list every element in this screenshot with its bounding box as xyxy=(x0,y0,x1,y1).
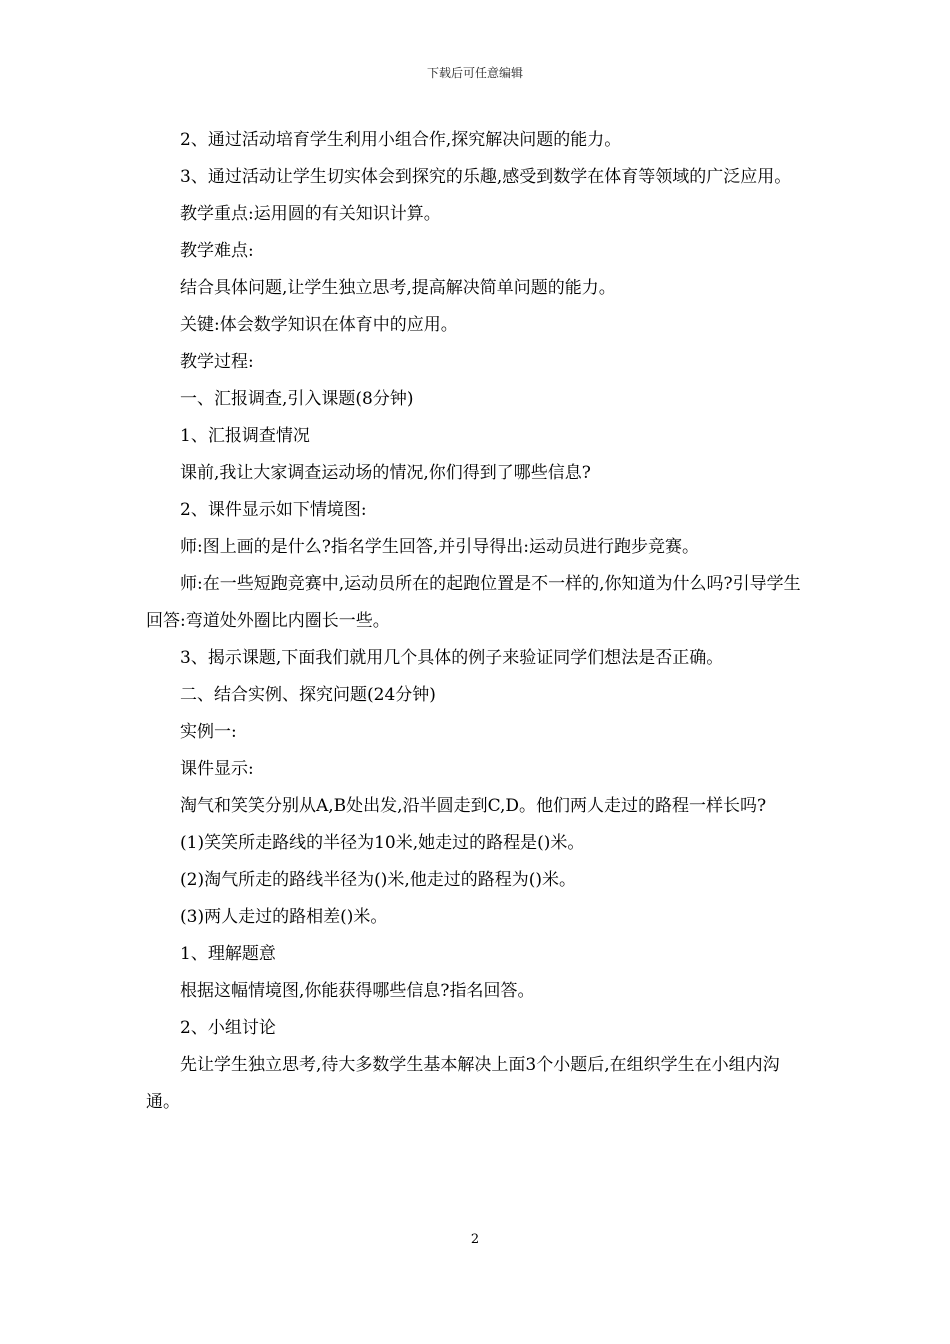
paragraph: 2、课件显示如下情境图: xyxy=(180,500,367,520)
paragraph: 3、通过活动让学生切实体会到探究的乐趣,感受到数学在体育等领域的广泛应用。 xyxy=(180,167,792,187)
page-header: 下载后可任意编辑 xyxy=(426,66,523,80)
paragraph: 课件显示: xyxy=(180,759,254,779)
paragraph: 2、小组讨论 xyxy=(180,1018,276,1038)
paragraph: 师:在一些短跑竞赛中,运动员所在的起跑位置是不一样的,你知道为什么吗?引导学生回答:弯道处外圈比内圈长一些。 xyxy=(146,574,801,631)
page-number: 2 xyxy=(470,1232,480,1247)
paragraph: 关键:体会数学知识在体育中的应用。 xyxy=(180,315,458,335)
paragraph: 淘气和笑笑分别从A,B处出发,沿半圆走到C,D。他们两人走过的路程一样长吗? xyxy=(180,796,767,816)
paragraph: 教学重点:运用圆的有关知识计算。 xyxy=(180,204,441,224)
paragraph: 实例一: xyxy=(180,722,237,742)
section-heading: 二、结合实例、探究问题(24分钟) xyxy=(180,685,436,705)
paragraph: (2)淘气所走的路线半径为()米,他走过的路程为()米。 xyxy=(180,870,577,890)
paragraph: 1、理解题意 xyxy=(180,944,276,964)
paragraph: 教学难点: xyxy=(180,241,254,261)
paragraph: 3、揭示课题,下面我们就用几个具体的例子来验证同学们想法是否正确。 xyxy=(180,648,724,668)
section-heading: 一、汇报调查,引入课题(8分钟) xyxy=(180,389,414,409)
paragraph: 1、汇报调查情况 xyxy=(180,426,310,446)
paragraph: 2、通过活动培育学生利用小组合作,探究解决问题的能力。 xyxy=(180,130,622,150)
paragraph: (1)笑笑所走路线的半径为10米,她走过的路程是()米。 xyxy=(180,833,585,853)
paragraph: 教学过程: xyxy=(180,352,254,372)
document-body xyxy=(146,122,812,1121)
paragraph: 根据这幅情境图,你能获得哪些信息?指名回答。 xyxy=(180,981,535,1001)
paragraph: 师:图上画的是什么?指名学生回答,并引导得出:运动员进行跑步竞赛。 xyxy=(180,537,699,557)
paragraph: (3)两人走过的路相差()米。 xyxy=(180,907,388,927)
paragraph: 先让学生独立思考,待大多数学生基本解决上面3个小题后,在组织学生在小组内沟通。 xyxy=(146,1055,780,1112)
paragraph: 课前,我让大家调查运动场的情况,你们得到了哪些信息? xyxy=(180,463,591,483)
paragraph: 结合具体问题,让学生独立思考,提高解决简单问题的能力。 xyxy=(180,278,616,298)
